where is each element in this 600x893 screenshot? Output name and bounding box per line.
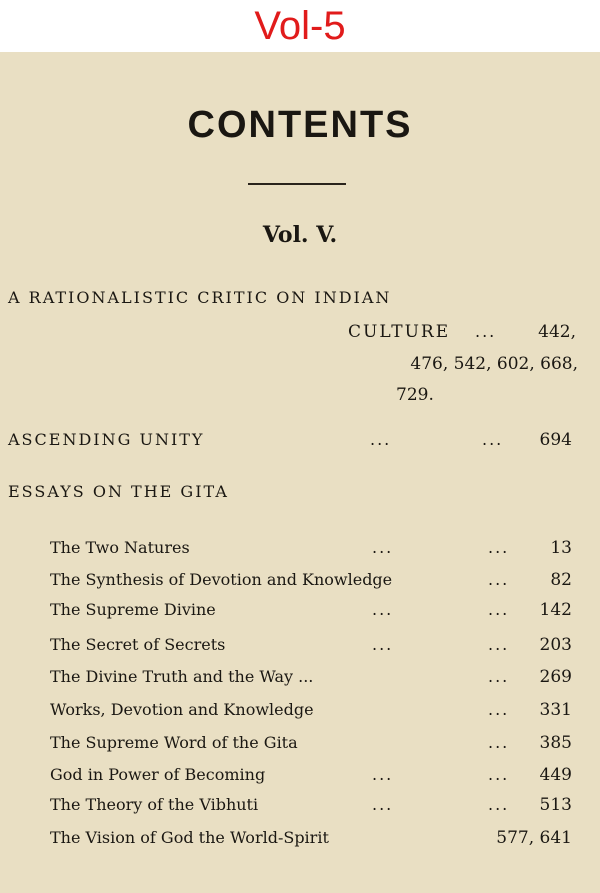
- volume-label: Vol-5: [254, 4, 346, 48]
- leader-dots: ...: [372, 795, 394, 814]
- leader-dots: ...: [372, 600, 394, 619]
- toc-entry-title: The Secret of Secrets: [50, 635, 226, 654]
- leader-dots: ...: [488, 733, 510, 752]
- toc-entry-page: 577, 641: [496, 828, 572, 848]
- leader-dots: ...: [475, 322, 497, 341]
- section-heading-continuation: CULTURE: [348, 322, 451, 342]
- toc-entry-page: 513: [539, 795, 572, 815]
- leader-dots: ...: [488, 765, 510, 784]
- toc-entry-title: The Theory of the Vibhuti: [50, 795, 259, 814]
- contents-page: [0, 52, 600, 893]
- section-heading-rationalistic-critic: A RATIONALISTIC CRITIC ON INDIAN: [8, 288, 392, 307]
- toc-entry-page: 449: [539, 765, 572, 785]
- leader-dots: ...: [488, 600, 510, 619]
- toc-entry-page: 269: [539, 667, 572, 687]
- leader-dots: ...: [488, 538, 510, 557]
- page-number: 694: [539, 430, 572, 450]
- toc-entry-page: 331: [539, 700, 572, 720]
- leader-dots: ...: [482, 430, 504, 449]
- toc-entry-title: The Divine Truth and the Way ...: [50, 667, 314, 686]
- section-heading-ascending-unity: ASCENDING UNITY: [8, 430, 205, 449]
- leader-dots: ...: [488, 700, 510, 719]
- toc-entry-title: Works, Devotion and Knowledge: [50, 700, 314, 719]
- toc-entry-page: 142: [539, 600, 572, 620]
- toc-entry-page: 385: [539, 733, 572, 753]
- page-title: CONTENTS: [187, 104, 413, 146]
- leader-dots: ...: [488, 795, 510, 814]
- leader-dots: ...: [488, 667, 510, 686]
- page-number: 442,: [538, 322, 576, 342]
- page-numbers: 476, 542, 602, 668,: [410, 354, 578, 374]
- toc-entry-page: 13: [550, 538, 572, 558]
- leader-dots: ...: [372, 765, 394, 784]
- toc-entry-page: 82: [550, 570, 572, 590]
- toc-entry-title: The Supreme Divine: [50, 600, 216, 619]
- toc-entry-title: The Supreme Word of the Gita: [50, 733, 298, 752]
- section-heading-essays-on-the-gita: ESSAYS ON THE GITA: [8, 482, 229, 501]
- title-divider: [248, 183, 346, 185]
- toc-entry-title: God in Power of Becoming: [50, 765, 266, 784]
- toc-entry-title: The Synthesis of Devotion and Knowledge: [50, 570, 393, 589]
- leader-dots: ...: [372, 635, 394, 654]
- volume-heading: Vol. V.: [262, 222, 338, 248]
- leader-dots: ...: [372, 538, 394, 557]
- toc-entry-title: The Vision of God the World-Spirit: [50, 828, 329, 847]
- toc-entry-title: The Two Natures: [50, 538, 190, 557]
- page-numbers: 729.: [396, 385, 434, 405]
- leader-dots: ...: [488, 570, 510, 589]
- leader-dots: ...: [370, 430, 392, 449]
- leader-dots: ...: [488, 635, 510, 654]
- toc-entry-page: 203: [539, 635, 572, 655]
